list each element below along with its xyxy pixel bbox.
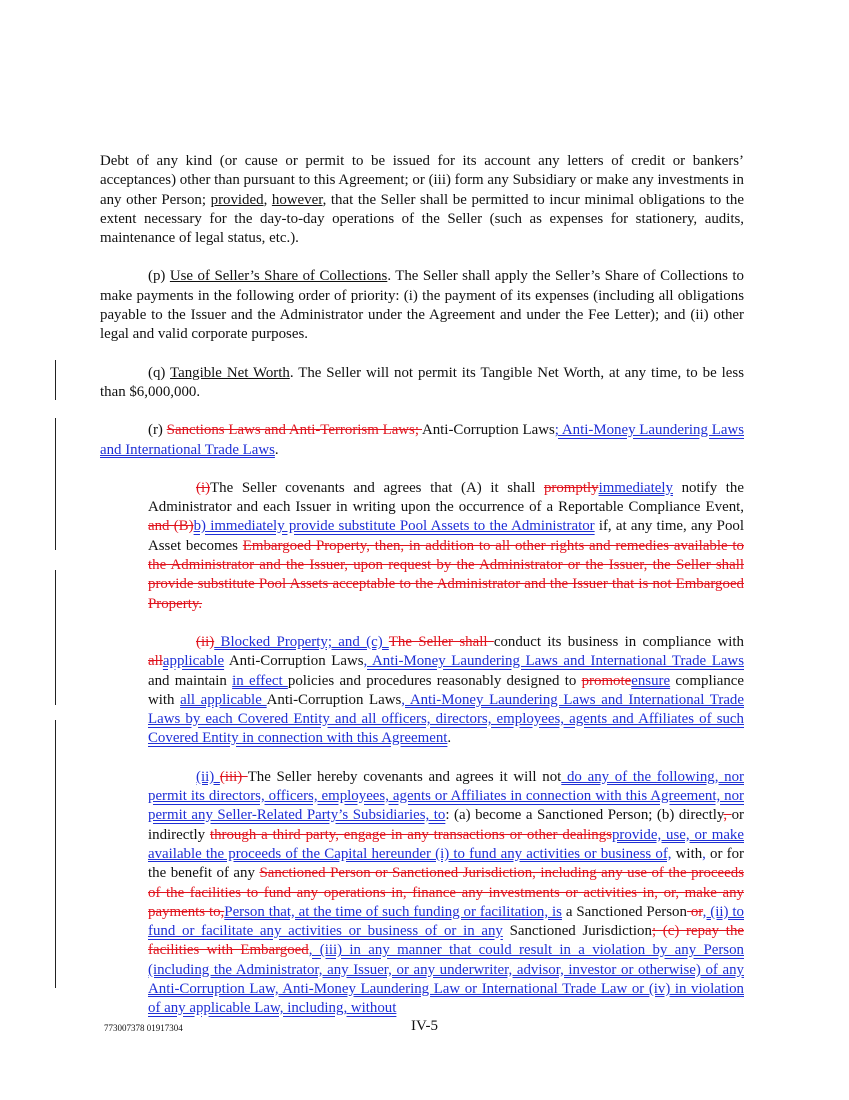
inserted-text: ; Anti-Money Laundering Laws and International Trade Laws bbox=[100, 422, 744, 458]
subclause-i: (i)The Seller covenants and agrees that (A) it shall promptlyimmediately notify the Administrator and each Issuer in writing upon the occurrence of a Reportable Compliance Event, and (B)b) immediately provide substitute Pool Assets to the Administrator if, at any time, any Pool Asset becomes Embargoed Property, then, in addition to all other rights and remedies available to the Administrator and the Issuer, upon request by the Administrator or the Issuer, the Seller shall provide substitute Pool Assets acceptable to the Administrator and the Issuer that is not Embargoed Property. bbox=[148, 479, 744, 612]
document-id: 773007378 01917304 bbox=[104, 1023, 183, 1033]
deleted-text: Embargoed Property, then, in addition to all other rights and remedies available to the Administrator and the Issuer, upon request by the Administrator or the Issuer, the Seller shall provide substitute Pool Assets acceptable to the Administrator and the Issuer that is not Embargoed Property. bbox=[148, 537, 744, 612]
inserted-text: , bbox=[702, 845, 706, 862]
deleted-text: (iii) bbox=[219, 768, 248, 785]
page-number: IV-5 bbox=[411, 1018, 438, 1034]
inserted-text: all applicable bbox=[180, 691, 267, 708]
inserted-text: provide, use, or make available the proceeds of the Capital hereunder (i) to fund any activities or business of, bbox=[148, 826, 744, 862]
deleted-text: (i) bbox=[196, 479, 211, 496]
paragraph-q: (q) Tangible Net Worth. The Seller will not permit its Tangible Net Worth, at any time, to be less than $6,000,000. bbox=[100, 364, 744, 400]
change-bar bbox=[55, 720, 56, 988]
paragraph-r: (r) Sanctions Laws and Anti-Terrorism Laws; Anti-Corruption Laws; Anti-Money Laundering Laws and International Trade Laws. bbox=[100, 422, 744, 458]
inserted-text: do any of the following, nor permit its directors, officers, employees, agents or Affiliates in connection with this Agreement, nor permit any Seller-Related Party’s Subsidiaries, to bbox=[148, 768, 744, 824]
deleted-text: or bbox=[686, 903, 703, 920]
inserted-text: , Anti-Money Laundering Laws and International Trade Laws by each Covered Entity and all officers, directors, employees, agents and Affiliates of such Covered Entity in connection with this Agreement bbox=[148, 691, 744, 747]
paragraph-o-continuation: Debt of any kind (or cause or permit to be issued for its account any letters of credit or bankers’ acceptances) other than pursuant to this Agreement; or (iii) form any Subsidiary or make any investments in any other Person; provided, however, that the Seller shall be permitted to incur minimal obligations to the extent necessary for the day-to-day operations of the Seller (such as expenses for stationery, audits, maintenance of legal status, etc.). bbox=[100, 153, 744, 247]
inserted-text: , Anti-Money Laundering Laws and International Trade Laws bbox=[363, 653, 744, 670]
paragraph-p: (p) Use of Seller’s Share of Collections. The Seller shall apply the Seller’s Share of Collections to make payments in the following order of priority: (i) the payment of its expenses (including all obligations payable to the Issuer and the Administrator under the Agreement and under the Fee Letter); and (ii) other legal and valid corporate purposes. bbox=[100, 268, 745, 343]
subclause-iii: (ii) (iii) The Seller hereby covenants and agrees it will not do any of the following, nor permit its directors, officers, employees, agents or Affiliates in connection with this Agreement, nor permit any Seller-Related Party’s Subsidiaries, to: (a) become a Sanctioned Person; (b) directly, or indirectly through a third party, engage in any transactions or other dealingsprovide, use, or make available the proceeds of the Capital hereunder (i) to fund any activities or business of, with, or for the benefit of any Sanctioned Person or Sanctioned Jurisdiction, including any use of the proceeds of the facilities to fund any operations in, finance any investments or activities in, or, make any payments to,Person that, at the time of such funding or facilitation, is a Sanctioned Person or, (ii) to fund or facilitate any activities or business of or in any Sanctioned Jurisdiction; (c) repay the facilities with Embargoed, (iii) in any manner that could result in a violation by any Person (including the Administrator, any Issuer, or any underwriter, advisor, investor or otherwise) of any Anti-Corruption Law, Anti-Money Laundering Law or International Trade Law or (iv) in violation of any applicable Law, including, without bbox=[148, 768, 745, 1017]
section-heading: Use of Seller’s Share of Collections bbox=[169, 268, 388, 285]
inserted-text: Blocked Property; and (c) bbox=[214, 633, 389, 650]
inserted-text: in effect bbox=[232, 672, 288, 689]
change-bar bbox=[55, 360, 56, 400]
deleted-text: Sanctions Laws and Anti-Terrorism Laws; bbox=[166, 422, 422, 439]
inserted-text: , (iii) in any manner that could result in a violation by any Person (including the Administrator, any Issuer, or any underwriter, advisor, investor or otherwise) of any Anti-Corruption Law, Anti-Money Laundering Law or International Trade Law or (iv) in violation of any applicable Law, including, without bbox=[148, 942, 744, 1017]
subclause-block bbox=[148, 479, 744, 1019]
deleted-text: through a third party, engage in any transactions or other dealings bbox=[209, 826, 612, 843]
inserted-text: , (ii) to fund or facilitate any activities or business of or in any bbox=[148, 903, 744, 940]
inserted-text: Person that, at the time of such funding or facilitation, is bbox=[224, 903, 562, 920]
deleted-text: The Seller shall bbox=[388, 633, 494, 650]
section-heading: Tangible Net Worth bbox=[170, 364, 290, 381]
inserted-text: ensure bbox=[631, 672, 671, 689]
inserted-text: applicable bbox=[162, 653, 225, 670]
inserted-text: immediately bbox=[598, 479, 673, 496]
change-bar bbox=[55, 570, 56, 705]
deleted-text: ; (c) repay the facilities with Embargoed bbox=[148, 923, 744, 959]
deleted-text: (ii) bbox=[196, 633, 215, 650]
deleted-text: Sanctioned Person or Sanctioned Jurisdiction, including any use of the proceeds of the facilities to fund any operations in, finance any investments or activities in, or, make any payments to, bbox=[148, 865, 744, 920]
inserted-text: (ii) bbox=[196, 768, 220, 785]
inserted-text: b) immediately provide substitute Pool Assets to the Administrator bbox=[193, 518, 595, 535]
document-body bbox=[100, 152, 744, 1038]
deleted-text: promptly bbox=[543, 479, 599, 496]
deleted-text: , bbox=[723, 807, 732, 824]
subclause-ii: (ii) Blocked Property; and (c) The Seller shall conduct its business in compliance with allapplicable Anti-Corruption Laws, Anti-Money Laundering Laws and International Trade Laws and maintain in effect policies and procedures reasonably designed to promoteensure compliance with all applicable Anti-Corruption Laws, Anti-Money Laundering Laws and International Trade Laws by each Covered Entity and all officers, directors, employees, agents and Affiliates of such Covered Entity in connection with this Agreement. bbox=[148, 633, 745, 747]
deleted-text: and (B) bbox=[148, 518, 194, 535]
deleted-text: promote bbox=[581, 672, 632, 689]
deleted-text: all bbox=[148, 653, 163, 670]
change-bar bbox=[55, 418, 56, 550]
